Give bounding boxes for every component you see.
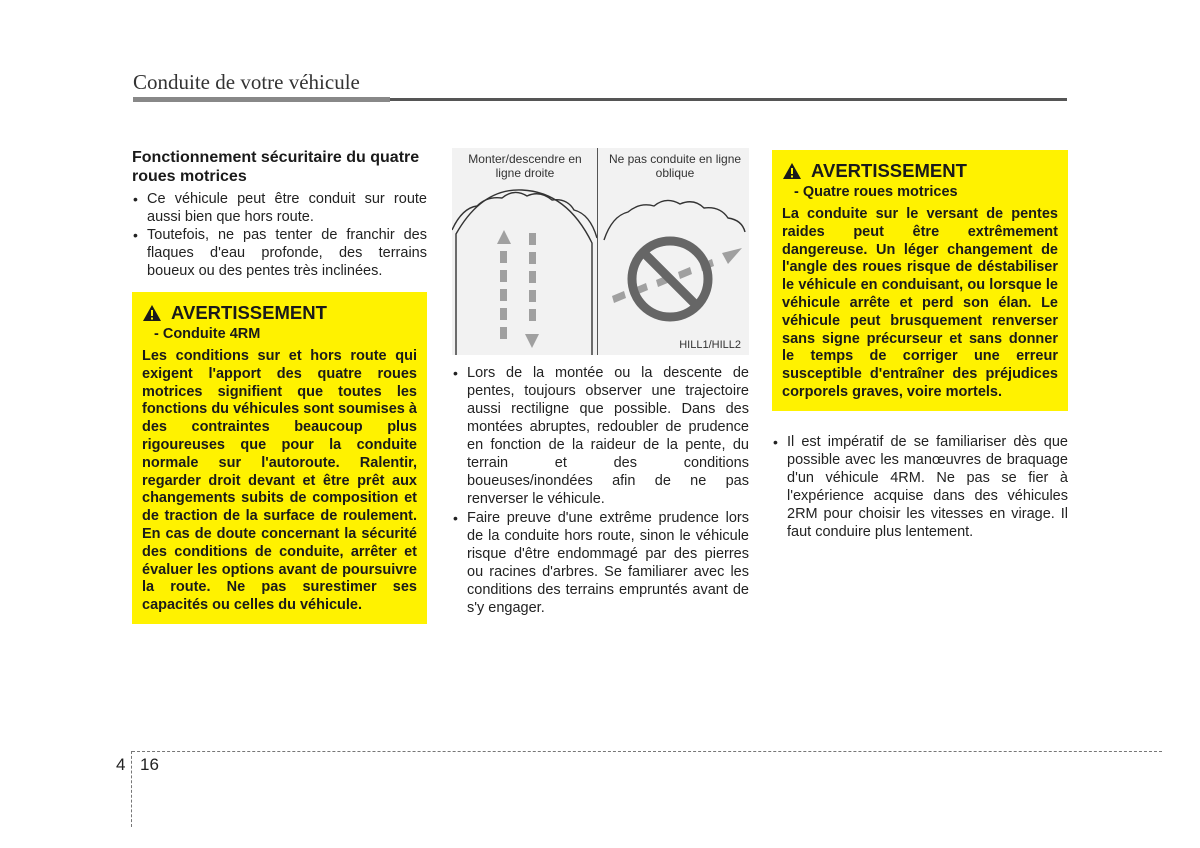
- bullet-list-1: [132, 190, 427, 280]
- page-number: 16: [140, 755, 159, 774]
- warning-title-row: [142, 302, 417, 324]
- chapter-number: 4: [116, 755, 126, 774]
- figure-right-label: Ne pas conduite en ligne oblique: [608, 152, 742, 180]
- section-heading: Fonctionnement sécuritaire du quatre roues motrices: [132, 149, 420, 185]
- warning-box-quatre-roues: [772, 150, 1068, 411]
- bullet-item: • Lors de la montée ou la descente de pentes, toujours observer une trajectoire aussi rectiligne que possible. Dans des montées abruptes, redoubler de prudence en fonction de la raideur de la pente, du terrain et des conditions boueuses/inondées afin de ne pas renverser le véhicule.: [452, 364, 749, 508]
- page-header-title: Conduite de votre véhicule: [133, 70, 360, 94]
- warning-title: AVERTISSEMENT: [171, 302, 327, 323]
- bullet-item: • Il est impératif de se familiariser dès que possible avec les manœuvres de braquage d'un véhicule 4RM. Ne pas se fier à l'expérience acquise dans des véhicules 2RM pour choisir les vitesses en virage. Il faut conduire plus lentement.: [772, 433, 1068, 541]
- figure-code: HILL1/HILL2: [679, 339, 741, 351]
- warning-body: La conduite sur le versant de pentes raides peut être extrêmement dangereuse. Un léger changement de l'angle des roues risque de déstabiliser le véhicule en conduisant, ou lorsque le véhicule arrête et perd son élan. Le véhicule peut brusquement renverser sans signe précurseur et sans donner le temps de corriger une erreur susceptible d'entraîner des préjudices corporels graves, voire mortels.: [782, 206, 1058, 400]
- bullet-item: • Faire preuve d'une extrême prudence lors de la conduite hors route, sinon le véhicule risque d'être endommagé par des pierres ou racines d'arbres. Se familiarer avec les conditions des terrains empruntés avant de s'y engager.: [452, 509, 749, 617]
- column-3: [772, 150, 1068, 541]
- warning-subtitle: - Conduite 4RM: [154, 326, 261, 342]
- warning-box-4rm: [132, 292, 427, 624]
- warning-triangle-icon: [142, 304, 162, 322]
- warning-title: AVERTISSEMENT: [811, 160, 967, 181]
- header-rule-accent: [133, 97, 390, 102]
- warning-triangle-icon: [782, 162, 802, 180]
- figure-left-label: Monter/descendre en ligne droite: [468, 152, 582, 180]
- bullet-item: • Ce véhicule peut être conduit sur route aussi bien que hors route.: [132, 190, 427, 226]
- warning-body: Les conditions sur et hors route qui exigent l'apport des quatre roues motrices signifient que toutes les fonctions du véhicules sont soumises à des contraintes beaucoup plus rigoureuses que pour la conduite normale sur l'autoroute. Ralentir, regarder droit devant et être prêt aux changements subits de composition et de traction de la surface de roulement. En cas de doute concernant la sécurité des conditions de conduite, arrêter et évaluer les options avant de poursuivre la route. Ne pas surestimer ses capacités ou celles du véhicule.: [142, 348, 417, 614]
- bullet-item: • Toutefois, ne pas tenter de franchir des flaques d'eau profonde, des terrains boueux ou des pentes très inclinées.: [132, 226, 427, 280]
- footer-vertical-rule: [131, 751, 132, 827]
- warning-title-row: [782, 160, 1058, 182]
- bullet-list-3: [772, 433, 1068, 541]
- prohibited-icon: [632, 241, 708, 317]
- figure-divider: [597, 148, 598, 355]
- bullet-list-2: [452, 364, 749, 617]
- footer-rule: [132, 751, 1162, 752]
- warning-subtitle: - Quatre roues motrices: [794, 184, 958, 200]
- hill-driving-figure: [452, 148, 749, 355]
- column-2: [452, 148, 749, 617]
- column-1: [132, 148, 427, 624]
